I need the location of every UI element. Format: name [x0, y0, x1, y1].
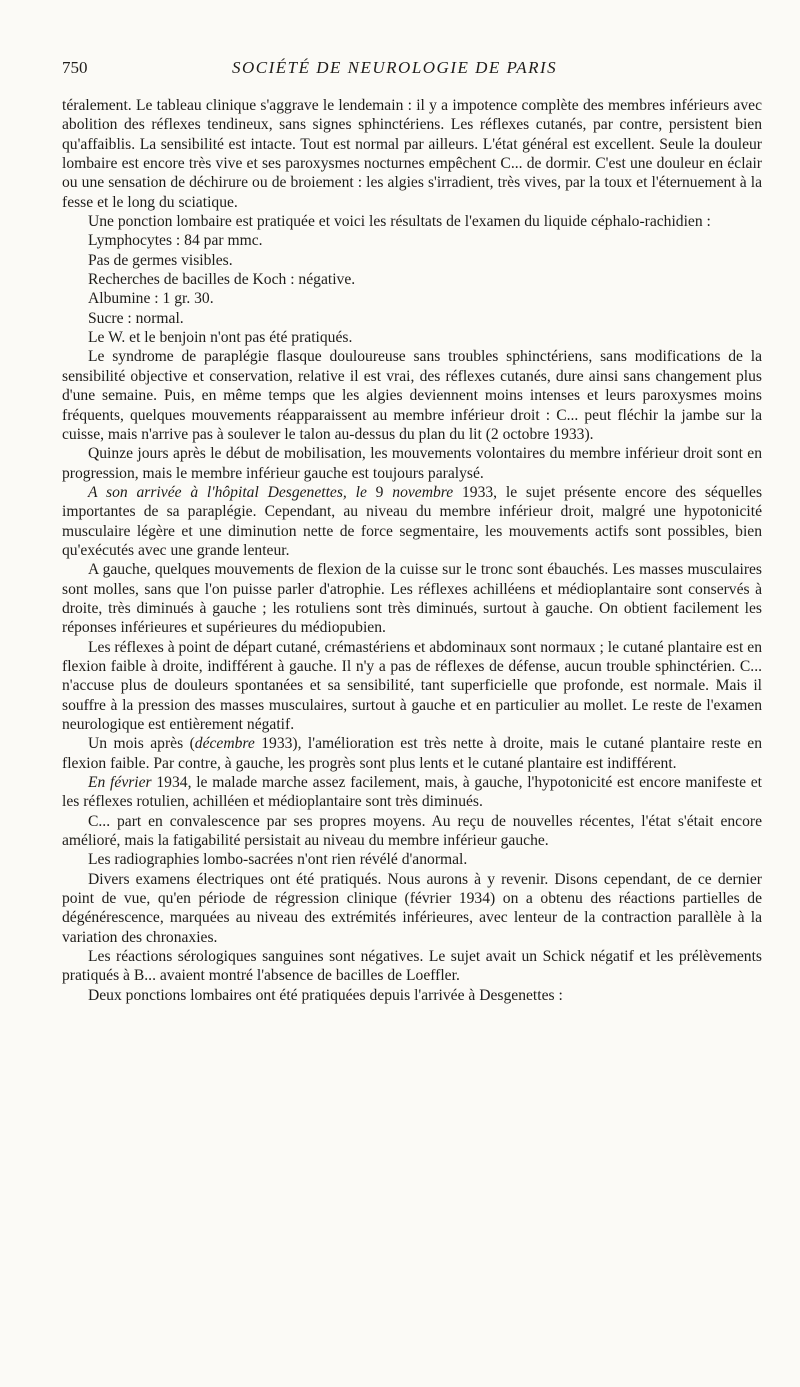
paragraph-text: Divers examens électriques ont été pratiqués. Nous aurons à y revenir. Disons cependant, de ce dernier point de vue, qu'en période de régression clinique (février 1934) on a obtenu des réactions partielles de dégénérescence, marquées au niveau des extrémités inférieures, avec lenteur de la contraction parallèle à la variation des chronaxies.: [62, 870, 762, 946]
paragraph: [62, 773, 762, 812]
paragraph-text: 1933, le sujet présente encore des séquelles importantes de sa paraplégie. Cependant, au niveau du membre inférieur droit, malgré une hypotonicité musculaire légère et une diminution nette de force segmentaire, les mouvements actifs sont possibles, bien qu'exécutés avec une grande lenteur.: [62, 483, 763, 559]
paragraph: [62, 444, 762, 483]
body-text: [62, 96, 762, 1005]
csf-result-line: [62, 289, 762, 308]
csf-result-line: [62, 251, 762, 270]
paragraph: [62, 560, 762, 637]
paragraph-text: A gauche, quelques mouvements de flexion de la cuisse sur le tronc sont ébauchés. Les masses musculaires sont molles, sans que l'on puisse parler d'atrophie. Les réflexes achilléens et médioplantaire sont conservés à droite, très diminués à gauche ; les rotuliens sont très diminués, surtout à gauche. On obtient facilement les réponses inférieures et supérieures du médiopubien.: [62, 561, 762, 637]
paragraph-text: Sucre : normal.: [88, 309, 184, 327]
italic-lead: décembre: [194, 735, 255, 753]
page-number: 750: [62, 58, 88, 77]
paragraph: [62, 870, 762, 947]
paragraph: [62, 850, 762, 869]
paragraph-text: Deux ponctions lombaires ont été pratiquées depuis l'arrivée à Desgenettes :: [88, 986, 563, 1004]
paragraph: [62, 212, 762, 231]
paragraph-text: Les réactions sérologiques sanguines sont négatives. Le sujet avait un Schick négatif et les prélèvements pratiqués à B... avaient montré l'absence de bacilles de Loeffler.: [62, 948, 762, 985]
paragraph: [62, 96, 762, 212]
paragraph-text: Une ponction lombaire est pratiquée et voici les résultats de l'examen du liquide céphalo-rachidien :: [88, 213, 711, 231]
paragraph-text: Albumine : 1 gr. 30.: [88, 290, 214, 308]
paragraph-text: C... part en convalescence par ses propres moyens. Au reçu de nouvelles récentes, l'état s'était encore amélioré, mais la fatigabilité persistait au niveau du membre inférieur gauche.: [62, 812, 762, 850]
page-header: [62, 58, 762, 82]
paragraph: [62, 638, 762, 735]
paragraph: [62, 734, 762, 773]
paragraph-text: Le syndrome de paraplégie flasque douloureuse sans troubles sphinctériens, sans modifications de la sensibilité objective et conservation, relative il est vrai, des réflexes cutanés, dure ainsi sans changement plus d'une semaine. Puis, en même temps que les algies deviennent moins intenses et leurs paroxysmes moins fréquents, quelques mouvements réapparaissent au membre inférieur droit : C... peut fléchir la jambe sur la cuisse, mais n'arrive pas à soulever le talon au-dessus du plan du lit (2 octobre 1933).: [62, 348, 762, 443]
paragraph-text: 1933), l'amélioration est très nette à droite, mais le cutané plantaire reste en flexion faible. Par contre, à gauche, les progrès sont plus lents et le cutané plantaire est indifférent.: [62, 735, 762, 772]
paragraph-text: Quinze jours après le début de mobilisation, les mouvements volontaires du membre inférieur droit sont en progression, mais le membre inférieur gauche est toujours paralysé.: [62, 445, 762, 482]
paragraph: [62, 812, 762, 851]
paragraph-text: Le W. et le benjoin n'ont pas été pratiqués.: [88, 329, 353, 347]
paragraph-text: téralement. Le tableau clinique s'aggrave le lendemain : il y a impotence complète des membres inférieurs avec abolition des réflexes tendineux, sans signes sphinctériens. Les réflexes cutanés, par contre, persistent bien qu'affaiblis. La sensibilité est intacte. Tout est normal par ailleurs. L'état général est excellent. Seule la douleur lombaire est encore très vive et ses paroxysmes nocturnes empêchent C... de dormir. C'est une douleur en éclair ou une sensation de déchirure ou de broiement : les algies s'irradient, très vives, par la toux et l'éternuement à la fesse et le long du sciatique.: [62, 97, 762, 211]
csf-result-line: [62, 270, 762, 289]
paragraph-text: Lymphocytes : 84 par mmc.: [88, 232, 263, 250]
paragraph-text: Pas de germes visibles.: [88, 251, 233, 269]
paragraph: [62, 947, 762, 986]
paragraph-text: 9: [366, 483, 393, 501]
csf-result-line: [62, 231, 762, 250]
paragraph-text: Recherches de bacilles de Koch : négative.: [88, 271, 356, 289]
paragraph-text: 1934, le malade marche assez facilement, mais, à gauche, l'hypotonicité est encore manifeste et les réflexes rotulien, achilléen et médioplantaire sont très diminués.: [62, 774, 762, 811]
running-title: SOCIÉTÉ DE NEUROLOGIE DE PARIS: [232, 58, 558, 77]
italic-lead: novembre: [392, 483, 454, 501]
paragraph: [62, 986, 762, 1005]
paragraph: [62, 347, 762, 444]
paragraph-text: Un mois après (: [88, 735, 195, 753]
italic-lead: A son arrivée à l'hôpital Desgenettes, le: [88, 483, 367, 501]
paragraph: [62, 483, 762, 560]
italic-lead: En février: [88, 774, 152, 792]
paragraph-text: Les réflexes à point de départ cutané, crémastériens et abdominaux sont normaux ; le cutané plantaire est en flexion faible à droite, indifférent à gauche. Il n'y a pas de réflexes de défense, aucun trouble sphinctérien. C... n'accuse plus de douleurs spontanées et sa sensibilité, tant superficielle que profonde, est normale. Mais il souffre à la pression des masses musculaires, surtout à gauche et en particulier au mollet. Le reste de l'examen neurologique est entièrement négatif.: [62, 638, 762, 733]
csf-result-line: [62, 328, 762, 347]
paragraph-text: Les radiographies lombo-sacrées n'ont rien révélé d'anormal.: [88, 851, 468, 869]
csf-result-line: [62, 309, 762, 328]
